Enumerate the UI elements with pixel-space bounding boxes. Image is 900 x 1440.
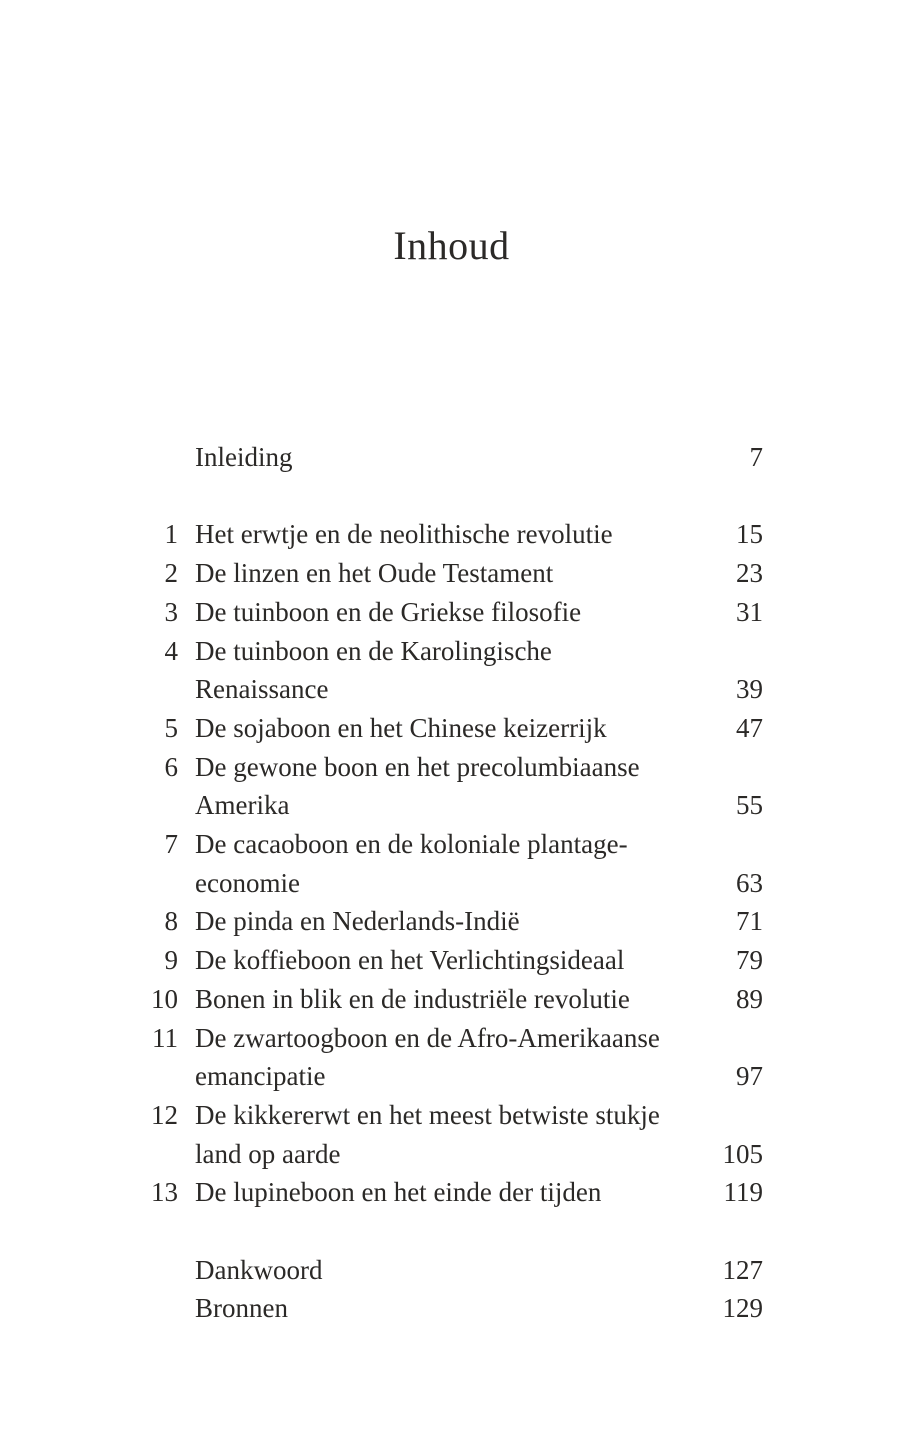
toc-entry <box>140 1251 763 1290</box>
toc-entry <box>140 593 763 632</box>
chapter-number: 5 <box>164 712 178 743</box>
entry-title-line: De tuinboon en de Karolingische Renaissance <box>195 635 552 705</box>
chapter-number: 2 <box>164 558 178 589</box>
chapter-number: 10 <box>151 983 178 1014</box>
toc-chapters-section <box>140 515 763 1212</box>
entry-title <box>195 1251 668 1290</box>
toc-entry <box>140 1019 763 1096</box>
entry-title-line: Het erwtje en de neolithische revolutie <box>195 519 613 550</box>
entry-title <box>195 980 668 1019</box>
entry-title <box>195 1019 668 1096</box>
entry-title-line: De koffieboon en het Verlichtingsideaal <box>195 945 625 976</box>
toc-entry <box>140 941 763 980</box>
entry-title-line: De lupineboon en het einde der tijden <box>195 1177 602 1208</box>
entry-title-line: Bronnen <box>195 1293 288 1324</box>
entry-page-number: 129 <box>722 1293 763 1324</box>
chapter-number <box>140 438 178 477</box>
entry-title <box>195 554 668 593</box>
entry-page-number: 119 <box>723 1177 763 1208</box>
page-title: Inhoud <box>393 223 510 268</box>
entry-page-number: 55 <box>736 790 763 821</box>
chapter-number <box>140 1251 178 1290</box>
toc-entry <box>140 515 763 554</box>
entry-title <box>195 902 668 941</box>
toc-entry <box>140 1173 763 1212</box>
entry-title-line: De kikkererwt en het meest betwiste stukje <box>195 1099 660 1130</box>
entry-title-line: De cacaoboon en de koloniale plantage- <box>195 829 628 860</box>
chapter-number: 6 <box>164 751 178 782</box>
toc-entry <box>140 632 763 709</box>
toc-intro-section <box>140 438 763 477</box>
toc-entry <box>140 554 763 593</box>
entry-title-line: Bonen in blik en de industriële revolutie <box>195 983 630 1014</box>
entry-page-number: 7 <box>749 442 763 472</box>
entry-page-number: 23 <box>736 558 763 589</box>
entry-page-number: 63 <box>736 867 763 898</box>
entry-title-line: De tuinboon en de Griekse filosofie <box>195 596 582 627</box>
entry-title-line: De linzen en het Oude Testament <box>195 558 554 589</box>
entry-page-number: 79 <box>736 945 763 976</box>
entry-title <box>195 748 668 825</box>
entry-page-number: 71 <box>736 906 763 937</box>
entry-title <box>195 709 668 748</box>
entry-title <box>195 1096 668 1173</box>
toc-entry <box>140 438 763 477</box>
entry-title <box>195 1289 668 1328</box>
entry-title-line: Inleiding <box>195 442 293 472</box>
chapter-number: 3 <box>164 596 178 627</box>
entry-page-number: 127 <box>722 1254 763 1285</box>
entry-title <box>195 515 668 554</box>
chapter-number: 1 <box>164 519 178 550</box>
toc-entry <box>140 709 763 748</box>
entry-page-number: 31 <box>736 596 763 627</box>
chapter-number: 7 <box>164 829 178 860</box>
entry-title-line: economie <box>195 867 300 898</box>
entry-title-line: land op aarde <box>195 1138 341 1169</box>
chapter-number: 13 <box>151 1177 178 1208</box>
toc-backmatter-section <box>140 1251 763 1328</box>
entry-title-line: De pinda en Nederlands-Indië <box>195 906 520 937</box>
toc-entry <box>140 1289 763 1328</box>
entry-page-number: 105 <box>722 1138 763 1169</box>
entry-title-line: De gewone boon en het precolumbiaanse <box>195 751 640 782</box>
chapter-number: 12 <box>151 1099 178 1130</box>
chapter-number: 8 <box>164 906 178 937</box>
toc-content <box>140 223 763 1328</box>
toc-entry <box>140 748 763 825</box>
entry-page-number: 39 <box>736 674 763 705</box>
entry-title-line: De zwartoogboon en de Afro-Amerikaanse <box>195 1022 660 1053</box>
entry-title <box>195 825 668 902</box>
entry-title <box>195 1173 668 1212</box>
toc-entry <box>140 902 763 941</box>
toc-entry <box>140 1096 763 1173</box>
table-of-contents <box>140 438 763 1328</box>
entry-page-number: 97 <box>736 1061 763 1092</box>
chapter-number: 11 <box>152 1022 178 1053</box>
chapter-number: 9 <box>164 945 178 976</box>
entry-title <box>195 438 668 477</box>
toc-entry <box>140 980 763 1019</box>
entry-title-line: Amerika <box>195 790 290 821</box>
chapter-number <box>140 1289 178 1328</box>
entry-page-number: 15 <box>736 519 763 550</box>
entry-page-number: 47 <box>736 712 763 743</box>
entry-title <box>195 632 668 709</box>
entry-title-line: Dankwoord <box>195 1254 323 1285</box>
toc-entry <box>140 825 763 902</box>
entry-title <box>195 593 668 632</box>
entry-title <box>195 941 668 980</box>
entry-title-line: De sojaboon en het Chinese keizerrijk <box>195 712 607 743</box>
entry-page-number: 89 <box>736 983 763 1014</box>
chapter-number: 4 <box>164 635 178 666</box>
entry-title-line: emancipatie <box>195 1061 326 1092</box>
